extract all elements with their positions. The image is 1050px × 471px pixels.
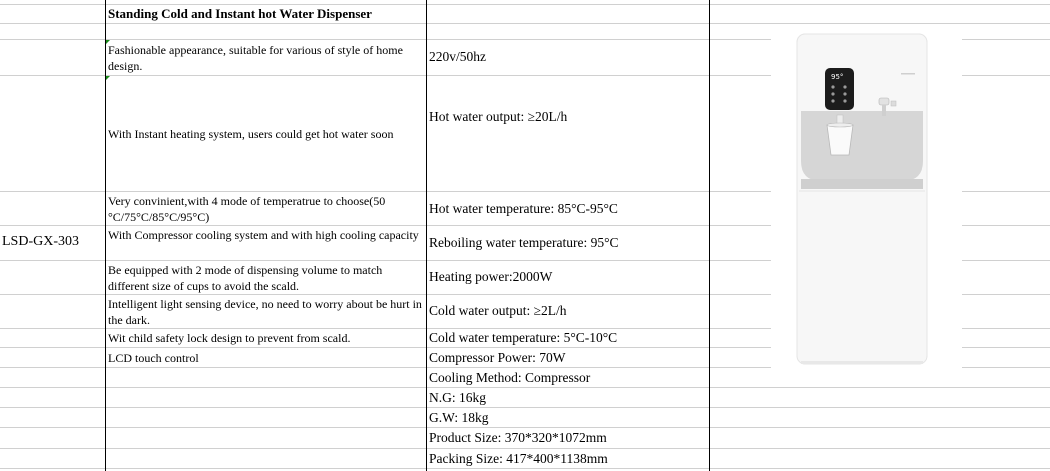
spec-item: Compressor Power: 70W bbox=[429, 350, 566, 365]
feature-item: Be equipped with 2 mode of dispensing volume to match different size of cups to avoid the scald. bbox=[108, 263, 383, 293]
feature-item: With Instant heating system, users could get hot water soon bbox=[108, 127, 394, 141]
model-number: LSD-GX-303 bbox=[2, 234, 79, 249]
spec-item: Cold water output: ≥2L/h bbox=[429, 303, 567, 318]
water-dispenser-illustration bbox=[771, 31, 962, 373]
spec-item: Cooling Method: Compressor bbox=[429, 370, 591, 385]
feature-item: Intelligent light sensing device, no need to worry about be hurt in the dark. bbox=[108, 297, 422, 327]
feature-item: LCD touch control bbox=[108, 351, 199, 365]
lcd-display-text: 95° bbox=[831, 73, 844, 81]
spec-item: G.W: 18kg bbox=[429, 410, 489, 425]
feature-item: Very convinient,with 4 mode of temperatrue to choose(50 °C/75°C/85°C/95°C) bbox=[108, 194, 386, 224]
feature-item: Fashionable appearance, suitable for various of style of home design. bbox=[108, 43, 403, 73]
spec-item: Hot water output: ≥20L/h bbox=[429, 109, 568, 124]
spec-item: 220v/50hz bbox=[429, 49, 486, 64]
feature-item: With Compressor cooling system and with high cooling capacity bbox=[108, 228, 419, 242]
spec-item: Packing Size: 417*400*1138mm bbox=[429, 451, 608, 466]
product-photo bbox=[771, 31, 962, 373]
feature-item: Wit child safety lock design to prevent from scald. bbox=[108, 331, 351, 345]
comment-marker bbox=[106, 76, 110, 80]
spec-item: Heating power:2000W bbox=[429, 269, 553, 284]
spec-item: Product Size: 370*320*1072mm bbox=[429, 430, 607, 445]
spec-item: Cold water temperature: 5°C-10°C bbox=[429, 330, 618, 345]
spec-item: N.G: 16kg bbox=[429, 390, 486, 405]
spec-item: Hot water temperature: 85°C-95°C bbox=[429, 201, 618, 216]
spec-item: Reboiling water temperature: 95°C bbox=[429, 235, 619, 250]
product-title: Standing Cold and Instant hot Water Dispenser bbox=[108, 6, 372, 21]
comment-marker bbox=[106, 40, 110, 44]
